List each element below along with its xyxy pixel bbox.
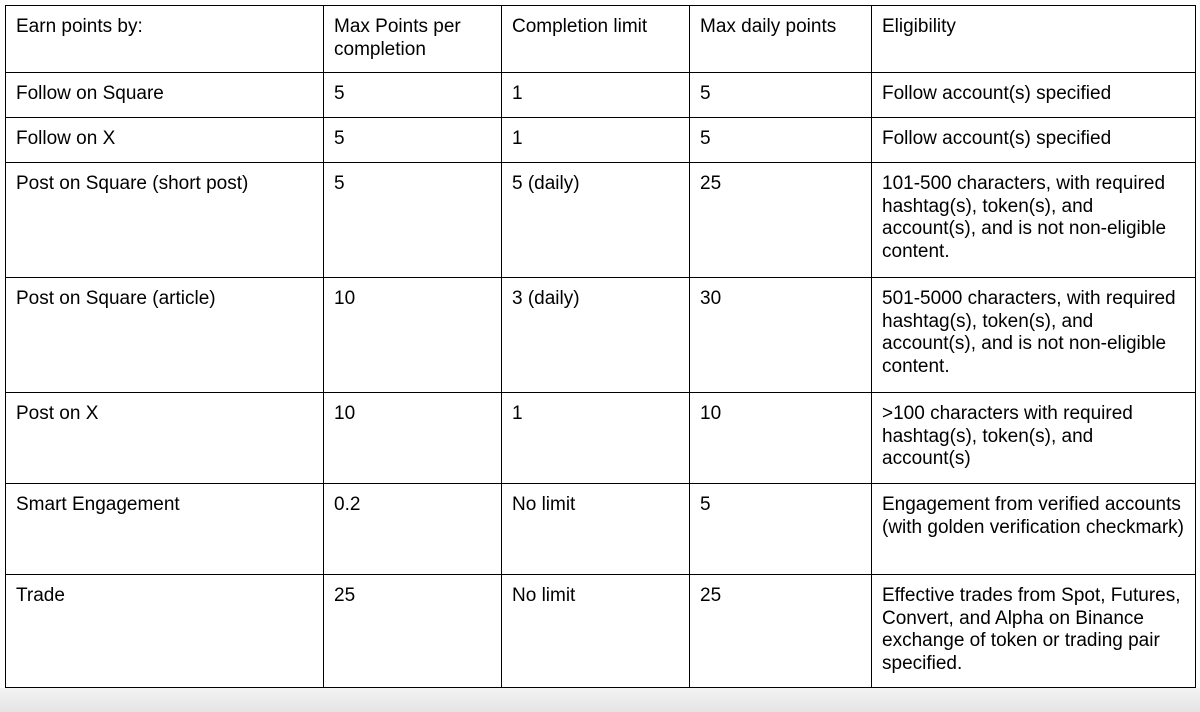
table-cell: Smart Engagement (6, 484, 324, 575)
table-cell: 10 (324, 278, 502, 393)
table-row (6, 278, 1196, 393)
table-cell: 3 (daily) (502, 278, 690, 393)
table-cell: Follow account(s) specified (872, 73, 1196, 118)
table-row (6, 73, 1196, 118)
table-cell: Follow on Square (6, 73, 324, 118)
column-header: Completion limit (502, 6, 690, 73)
table-cell: 501-5000 characters, with required hashtag(s), token(s), and account(s), and is not non-eligible content. (872, 278, 1196, 393)
table-cell: Engagement from verified accounts (with golden verification checkmark) (872, 484, 1196, 575)
table-cell: Post on X (6, 393, 324, 484)
table-cell: 5 (daily) (502, 163, 690, 278)
table-cell: 5 (690, 118, 872, 163)
table-cell: 25 (690, 575, 872, 688)
column-header: Max Points per completion (324, 6, 502, 73)
table-cell: No limit (502, 575, 690, 688)
table-cell: 1 (502, 73, 690, 118)
table-row (6, 118, 1196, 163)
table-row (6, 163, 1196, 278)
table-cell: >100 characters with required hashtag(s), token(s), and account(s) (872, 393, 1196, 484)
table-cell: Follow on X (6, 118, 324, 163)
table-cell: 5 (690, 73, 872, 118)
table-cell: 10 (324, 393, 502, 484)
table-cell: 5 (324, 118, 502, 163)
table-cell: 5 (690, 484, 872, 575)
table-cell: 5 (324, 73, 502, 118)
table-cell: Post on Square (short post) (6, 163, 324, 278)
points-table (5, 5, 1196, 688)
table-header-row (6, 6, 1196, 73)
table-cell: 25 (690, 163, 872, 278)
column-header: Eligibility (872, 6, 1196, 73)
table-cell: 10 (690, 393, 872, 484)
table-cell: Follow account(s) specified (872, 118, 1196, 163)
table-cell: Post on Square (article) (6, 278, 324, 393)
table-cell: 5 (324, 163, 502, 278)
table-cell: No limit (502, 484, 690, 575)
bottom-shadow-divider (0, 688, 1200, 712)
table-cell: Effective trades from Spot, Futures, Convert, and Alpha on Binance exchange of token or trading pair specified. (872, 575, 1196, 688)
table-cell: 30 (690, 278, 872, 393)
table-cell: 25 (324, 575, 502, 688)
table-row (6, 393, 1196, 484)
table-cell: 1 (502, 393, 690, 484)
column-header: Max daily points (690, 6, 872, 73)
column-header: Earn points by: (6, 6, 324, 73)
table-row (6, 484, 1196, 575)
table-cell: 1 (502, 118, 690, 163)
table-cell: Trade (6, 575, 324, 688)
table-cell: 101-500 characters, with required hashtag(s), token(s), and account(s), and is not non-eligible content. (872, 163, 1196, 278)
table-cell: 0.2 (324, 484, 502, 575)
table-row (6, 575, 1196, 688)
